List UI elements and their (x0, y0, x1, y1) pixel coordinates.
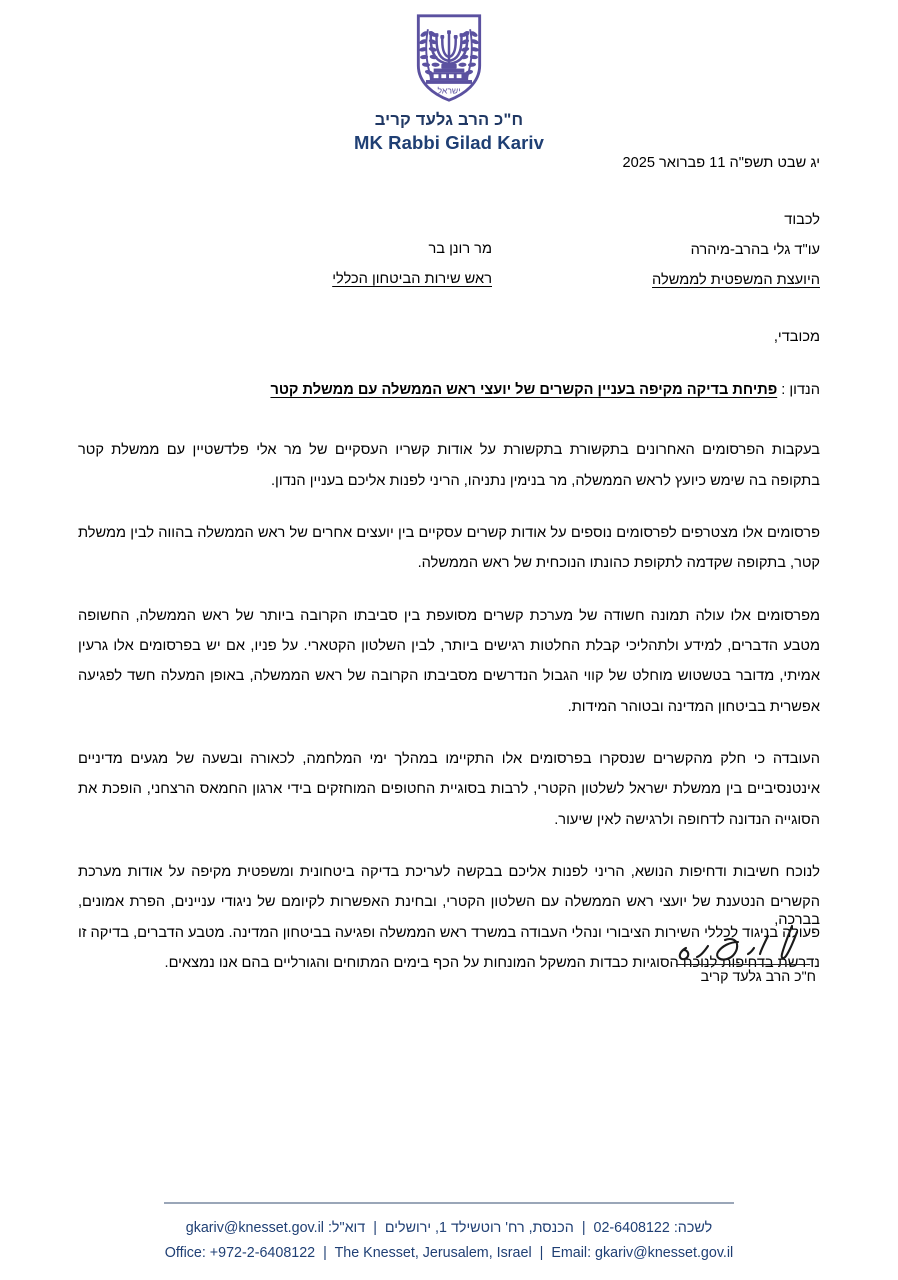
addressee-primary-name: עו"ד גלי בהרב-מיהרה (690, 241, 820, 258)
signature-block (560, 912, 820, 985)
letter-body (78, 150, 820, 993)
body-paragraph-3: מפרסומים אלו עולה תמונה חשודה של מערכת קשרים מסועפת בין סביבתו הקרובה ביותר של ראש הממשלה, החשופה מטבע הדברים, למידע ולתהליכי קבלת החלטות רגישים ביותר, לבין השלטון הקטארי. על פניו, אם יש בפרסומים אלו גרעין אמיתי, מדובר בטשטוש מוחלט של קווי הגבול הנדרשים מסביבתו הקרובה של ראש הממשלה, באופן המעלה חשד לפגיעה אפשרית בביטחון המדינה ובטוהר המידות. (78, 607, 820, 715)
addressee-primary (612, 206, 820, 296)
signature-greeting: בברכה, (774, 912, 820, 928)
addressee-secondary-title: ראש שירות הביטחון הכללי (332, 270, 492, 287)
footer-office-label-he: לשכה: (673, 1219, 713, 1236)
footer-email-label-he: דוא"ל: (327, 1219, 366, 1236)
footer-contact-hebrew (0, 1216, 898, 1241)
date-line (622, 150, 820, 178)
subject-line (78, 377, 820, 405)
footer-address-en: The Knesset, Jerusalem, Israel (334, 1244, 532, 1261)
letterhead-name-english: MK Rabbi Gilad Kariv (353, 131, 545, 153)
date-text: יג שבט תשפ"ה 11 פברואר 2025 (622, 155, 820, 171)
addressee-primary-title: היועצת המשפטית לממשלה (652, 271, 820, 288)
footer-separator: | (373, 1219, 377, 1236)
addressee-block (78, 206, 820, 296)
body-paragraph-2: פרסומים אלו מצטרפים לפרסומים נוספים על אודות קשרים עסקיים בין יועצים אחרים של ראש הממשלה בהווה לבין ממשלת קטר, בתקופה שקדמה לתקופת כהונתו הנוכחית של ראש הממשלה. (78, 524, 820, 572)
salutation: מכובדי, (773, 328, 820, 345)
footer-separator: | (323, 1244, 327, 1261)
handwritten-signature-icon (642, 922, 812, 968)
body-paragraph-5: לנוכח חשיבות ודחיפות הנושא, הריני לפנות אליכם בבקשה לעריכת בדיקה ביטחונית ומשפטית מקיפה על אודות מערכת הקשרים הנטענת של יועצי ראש הממשלה עם השלטון הקטרי, ובחינת האפשרות לקיומם של ניגודי עניינים, הפרת אמונים, פעולה בניגוד לכללי השירות הציבורי ונהלי העבודה במשרד ראש הממשלה ופגיעה בביטחון המדינה. מטבע הדברים, בדיקה זו נדרשת בדחיפות לנוכח הסוגיות כבדות המשקל המונחות על הכף בימים המתוחים והגורליים בהם אנו נמצאים. (77, 863, 820, 971)
footer-email-he[interactable]: gkariv@knesset.gov.il (185, 1219, 324, 1236)
addressee-secondary (284, 206, 492, 296)
addressee-secondary-name: מר רונן בר (428, 241, 492, 257)
subject-text: פתיחת בדיקה מקיפה בעניין הקשרים של יועצי ראש הממשלה עם ממשלת קטר (270, 382, 778, 399)
footer-separator: | (581, 1219, 586, 1236)
signature-rule (676, 964, 810, 965)
addressee-heading: לכבוד (784, 212, 820, 228)
signature-name: ח"כ הרב גלעד קריב (700, 969, 816, 985)
footer-contact-english (0, 1241, 898, 1266)
emblem-text: ישראל (437, 85, 461, 96)
footer-phone-he: 02-6408122 (593, 1219, 670, 1236)
subject-label: הנדון : (781, 382, 820, 399)
letterhead-name-hebrew: ח"כ הרב גלעד קריב (374, 111, 524, 129)
footer-address-he: הכנסת, רח' רוטשילד 1, ירושלים (384, 1219, 574, 1236)
footer-email-en[interactable]: Email: gkariv@knesset.gov.il (551, 1244, 734, 1261)
body-paragraph-1: בעקבות הפרסומים האחרונים בתקשורת בתקשורת על אודות קשריו העסקיים של מר אלי פלדשטיין עם ממשלת קטר בתקופה בה שימש כיועץ לראש הממשלה, מר בנימין נתניהו, הריני לפנות אליכם בעניין הנדון. (78, 442, 820, 489)
letterhead (0, 0, 898, 154)
body-paragraph-4: העובדה כי חלק מהקשרים שנסקרו בפרסומים אלו התקיימו במהלך ימי המלחמה, לכאורה ובשעה של מגעים מדיניים אינטנסיביים בין ממשלת ישראל לשלטון הקטרי, לרבות בסוגיית החטופים המוחזקים בידי ארגון החמאס הרצחני, הופכת את הסוגייה הנדונה לדחופה ולרגישה לאין שיעור. (78, 750, 820, 828)
footer-divider (164, 1202, 734, 1204)
footer-separator: | (539, 1244, 544, 1261)
footer-office-en: Office: +972-2-6408122 (164, 1244, 316, 1261)
footer (0, 1202, 898, 1266)
israel-state-emblem-icon (401, 12, 497, 104)
